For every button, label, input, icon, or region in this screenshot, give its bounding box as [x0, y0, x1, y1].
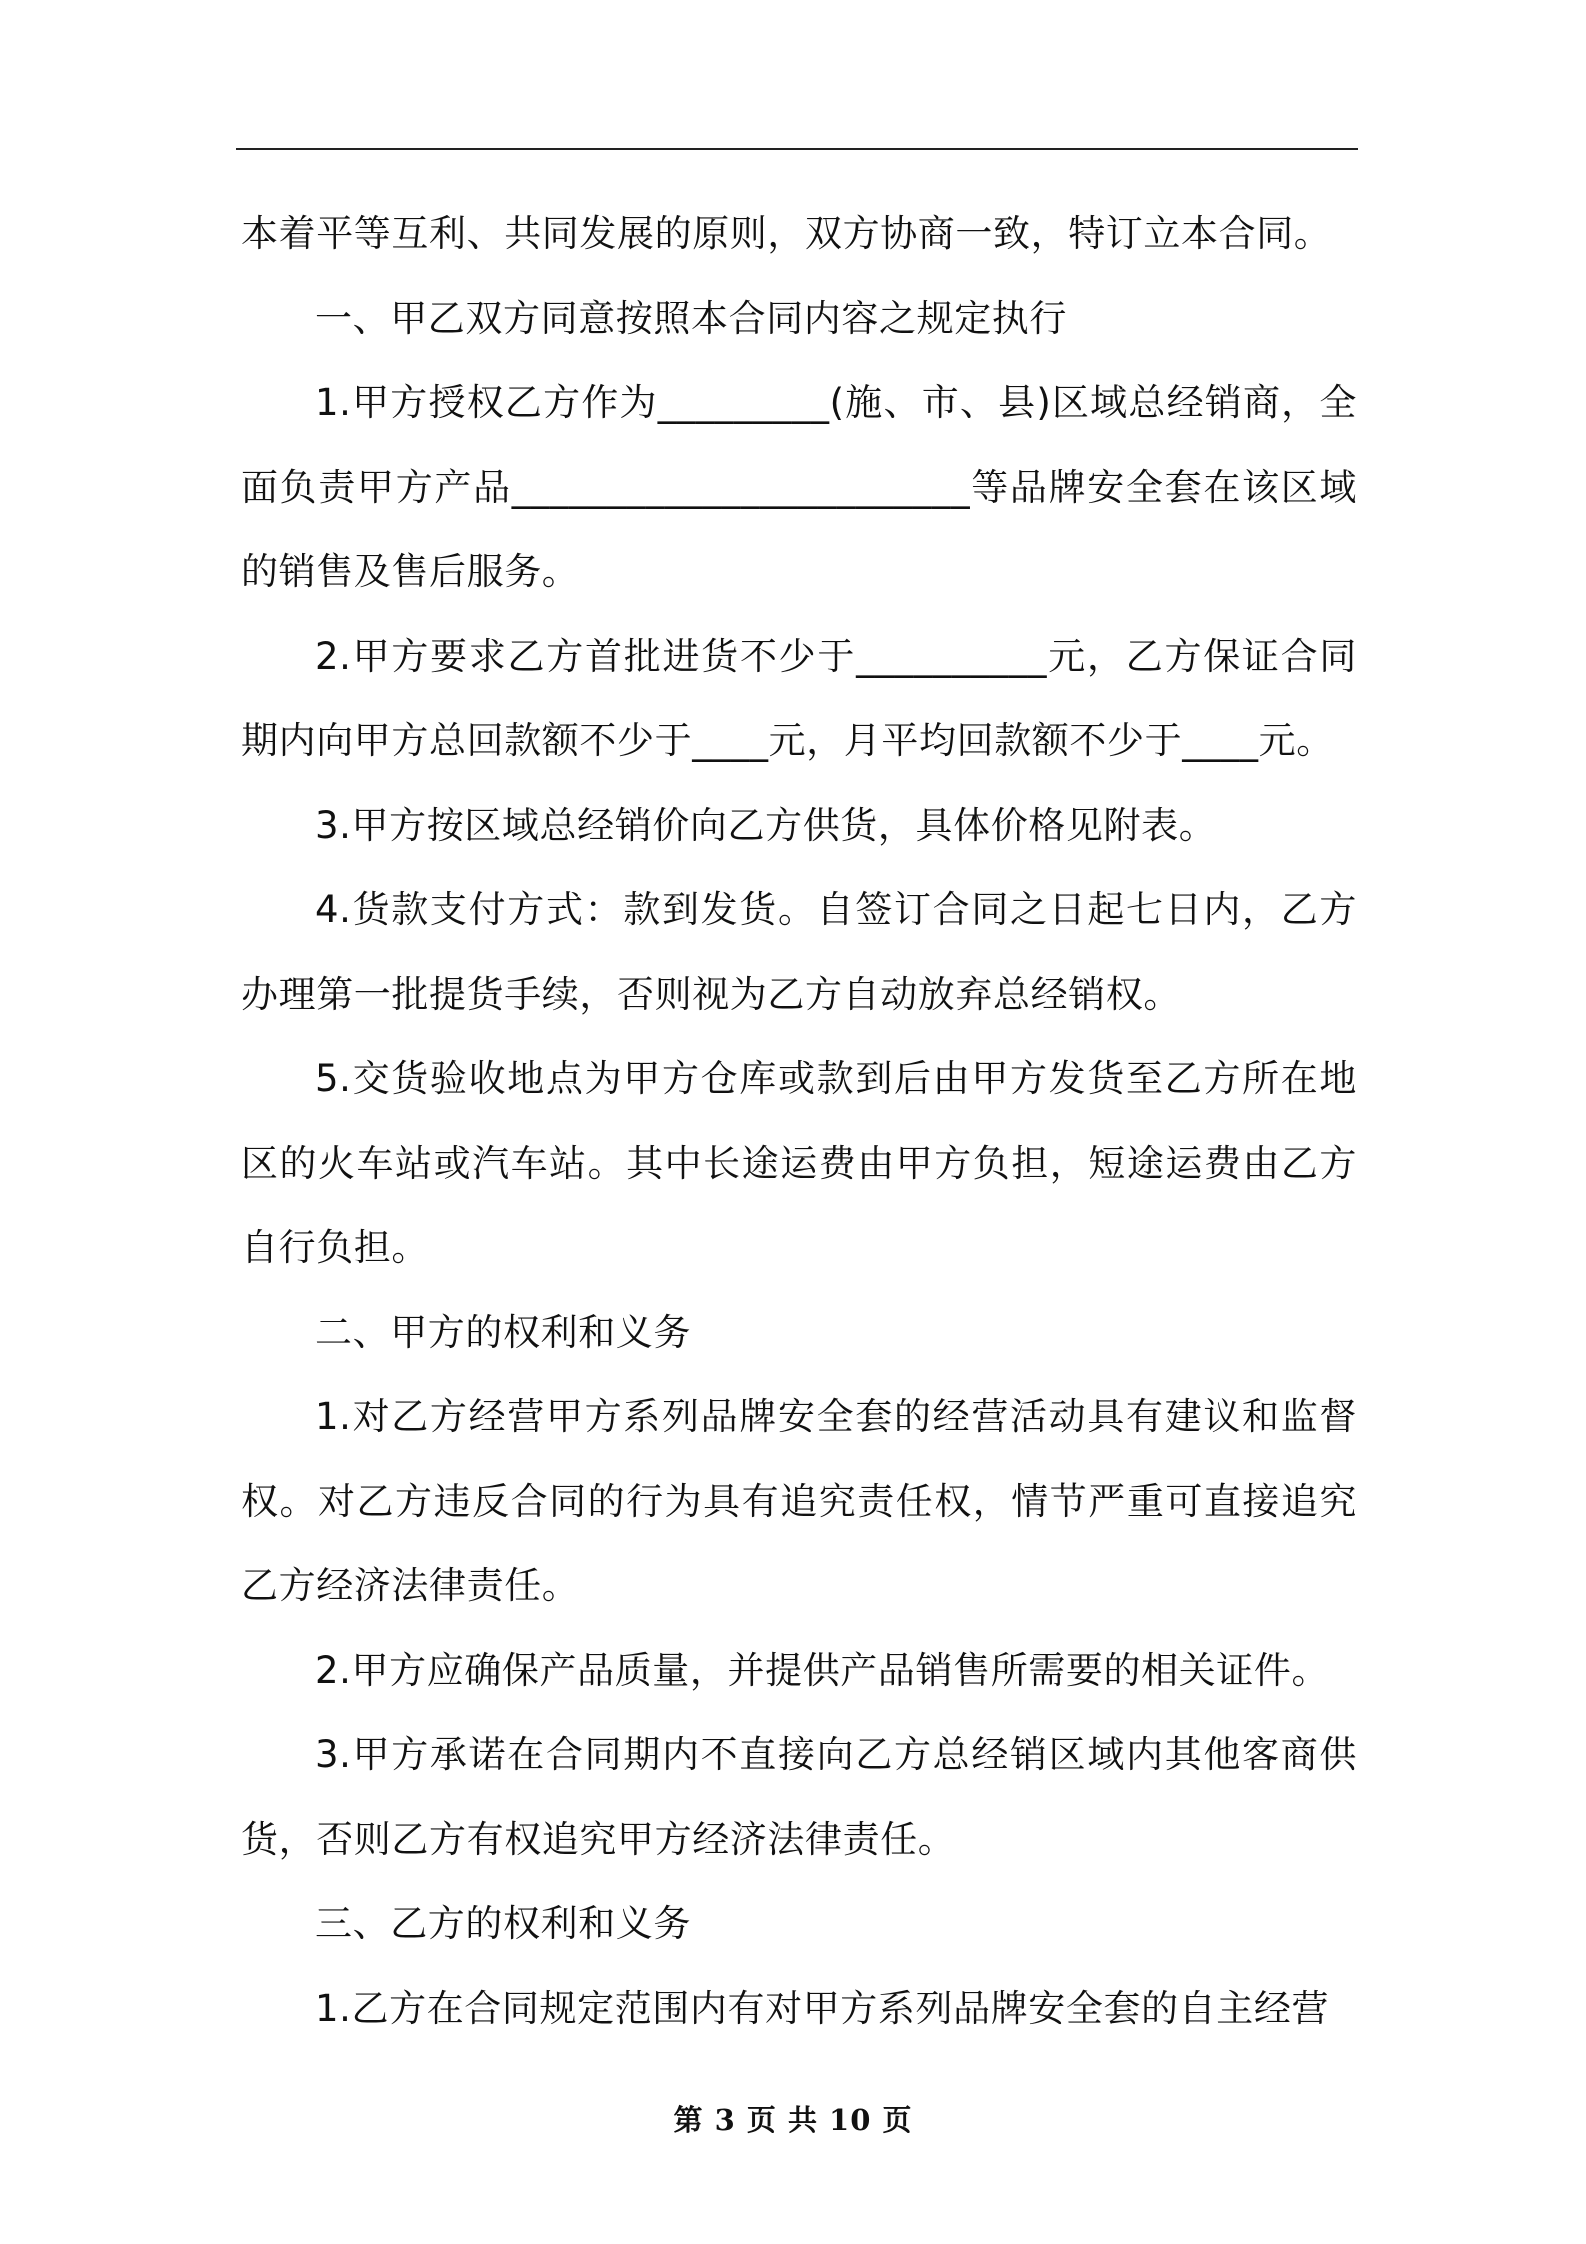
clause-2-3: 3.甲方承诺在合同期内不直接向乙方总经销区域内其他客商供货，否则乙方有权追究甲方经济法律责任。	[241, 1733, 1357, 1861]
clause-3-1: 1.乙方在合同规定范围内有对甲方系列品牌安全套的自主经营	[315, 1986, 1330, 2030]
clause-1-3: 3.甲方按区域总经销价向乙方供货，具体价格见附表。	[315, 803, 1217, 847]
section-heading-1: 一、甲乙双方同意按照本合同内容之规定执行	[315, 296, 1067, 340]
page-number-footer: 第 3 页 共 10 页	[673, 2103, 913, 2137]
section-heading-2: 二、甲方的权利和义务	[315, 1310, 691, 1354]
clause-2-1: 1.对乙方经营甲方系列品牌安全套的经营活动具有建议和监督权。对乙方违反合同的行为具有追究责任权，情节严重可直接追究乙方经济法律责任。	[241, 1395, 1357, 1607]
clause-1-5: 5.交货验收地点为甲方仓库或款到后由甲方发货至乙方所在地区的火车站或汽车站。其中长途运费由甲方负担，短途运费由乙方自行负担。	[241, 1057, 1357, 1269]
clause-1-1: 1.甲方授权乙方作为_________(施、市、县)区域总经销商，全面负责甲方产品________________________等品牌安全套在该区域的销售及售后服务。	[241, 381, 1357, 593]
paragraph-intro: 本着平等互利、共同发展的原则，双方协商一致，特订立本合同。	[241, 212, 1332, 255]
document-body	[241, 192, 1357, 2051]
clause-1-4: 4.货款支付方式：款到发货。自签订合同之日起七日内，乙方办理第一批提货手续，否则视为乙方自动放弃总经销权。	[241, 888, 1357, 1016]
clause-1-2: 2.甲方要求乙方首批进货不少于__________元，乙方保证合同期内向甲方总回款额不少于____元，月平均回款额不少于____元。	[241, 634, 1357, 762]
section-heading-3: 三、乙方的权利和义务	[315, 1902, 691, 1945]
clause-2-2: 2.甲方应确保产品质量，并提供产品销售所需要的相关证件。	[315, 1648, 1330, 1692]
header-rule	[236, 148, 1358, 150]
